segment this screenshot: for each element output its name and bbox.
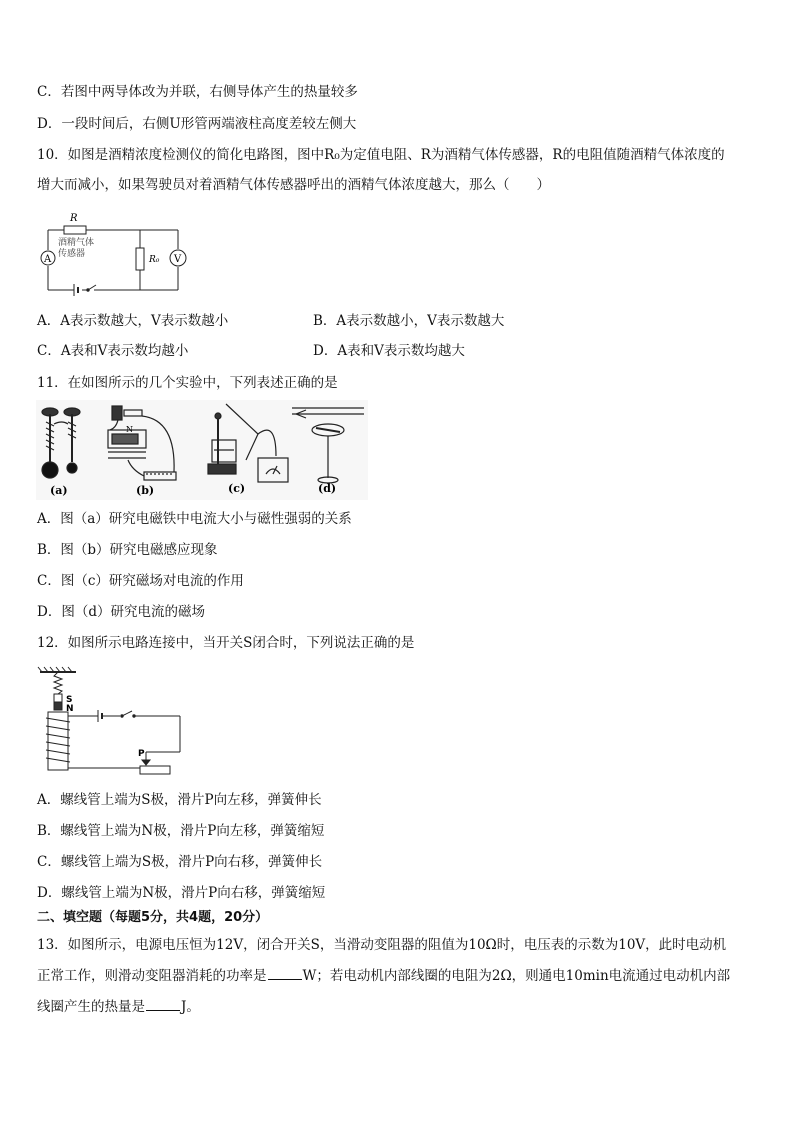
q11-option-c: C．图（c）研究磁场对电流的作用 (37, 573, 244, 589)
q10-label-sensor-1: 酒精气体 (58, 238, 95, 248)
q11-fig-a-label: (a) (50, 484, 68, 497)
q13-line2-part1: 正常工作，则滑动变阻器消耗的功率是 (37, 968, 267, 984)
q12-stem: 12．如图所示电路连接中，当开关S闭合时，下列说法正确的是 (37, 635, 415, 651)
q13-answer-blank-1[interactable] (268, 967, 302, 980)
q13-line2 (37, 967, 730, 985)
q9-option-c: C．若图中两导体改为并联，右侧导体产生的热量较多 (37, 84, 358, 100)
q10-circuit-diagram (36, 208, 196, 300)
q12-option-b: B．螺线管上端为N极，滑片P向左移，弹簧缩短 (37, 823, 325, 839)
q10-ammeter-label: A (44, 254, 52, 265)
q11-fig-n-label: N (126, 425, 133, 434)
q11-fig-b-label: (b) (136, 484, 155, 497)
q13-line1: 13．如图所示，电源电压恒为12V，闭合开关S，当滑动变阻器的阻值为10Ω时，电压表的示数为10V，此时电动机 (37, 937, 727, 953)
q12-label-n: N (66, 704, 74, 714)
section-2-title: 二、填空题（每题5分，共4题，20分） (37, 910, 269, 925)
q11-option-a: A．图（a）研究电磁铁中电流大小与磁性强弱的关系 (37, 511, 352, 527)
q11-fig-d-label: (d) (318, 482, 337, 495)
q11-option-b: B．图（b）研究电磁感应现象 (37, 542, 218, 558)
q10-option-c: C．A表和V表示数均越小 (37, 343, 189, 359)
q11-fig-c-label: (c) (228, 482, 246, 495)
q11-option-d: D．图（d）研究电流的磁场 (37, 604, 205, 620)
q10-stem-line2: 增大而减小，如果驾驶员对着酒精气体传感器呼出的酒精气体浓度越大，那么（ ） (37, 177, 550, 193)
q12-label-s: S (66, 695, 73, 705)
q10-stem-line1: 10．如图是酒精浓度检测仪的简化电路图，图中R₀为定值电阻、R为酒精气体传感器，R的电阻值随酒精气体浓度的 (37, 147, 725, 163)
q10-option-b: B．A表示数越小，V表示数越大 (313, 313, 505, 329)
q11-stem: 11．在如图所示的几个实验中，下列表述正确的是 (37, 375, 338, 391)
q13-answer-blank-2[interactable] (146, 998, 180, 1011)
q11-experiment-figures (36, 400, 368, 500)
q13-line3-part2: J。 (181, 999, 200, 1015)
q10-option-a: A．A表示数越大，V表示数越小 (37, 313, 229, 329)
q10-label-r0: R₀ (149, 255, 160, 265)
q10-label-r: R (70, 213, 78, 224)
q10-label-sensor-2: 传感器 (58, 249, 86, 259)
q12-option-d: D．螺线管上端为N极，滑片P向右移，弹簧缩短 (37, 885, 326, 901)
q13-line2-part2: W；若电动机内部线圈的电阻为2Ω，则通电10min电流通过电动机内部 (302, 968, 731, 984)
q12-label-p: P (138, 749, 145, 759)
q9-option-d: D．一段时间后，右侧U形管两端液柱高度差较左侧大 (37, 116, 357, 132)
q13-line3-part1: 线圈产生的热量是 (37, 999, 145, 1015)
q13-line3 (37, 998, 200, 1016)
q12-option-c: C．螺线管上端为S极，滑片P向右移，弹簧伸长 (37, 854, 323, 870)
q12-solenoid-circuit (36, 664, 186, 776)
q12-option-a: A．螺线管上端为S极，滑片P向左移，弹簧伸长 (37, 792, 322, 808)
q10-voltmeter-label: V (174, 254, 182, 265)
q10-option-d: D．A表和V表示数均越大 (313, 343, 465, 359)
